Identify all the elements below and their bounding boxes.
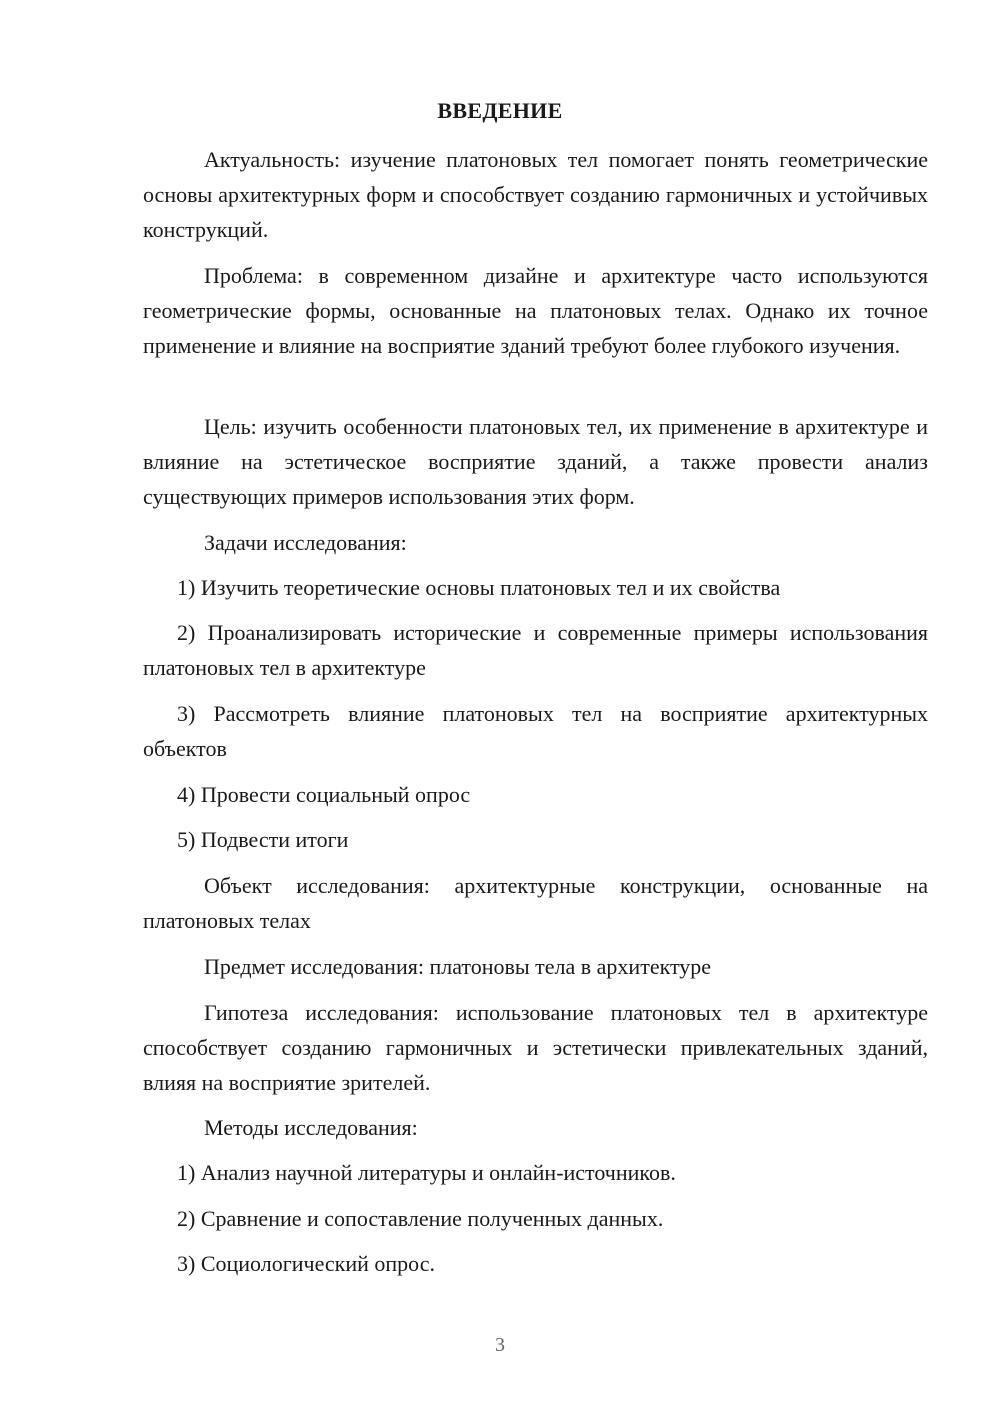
task-item-4: 4) Провести социальный опрос: [177, 782, 471, 807]
goal-paragraph: Цель: изучить особенности платоновых тел, их применение в архитектуре и влияние на эстетическое восприятие зданий, а также провести анализ существующих примеров использования этих форм.: [143, 414, 928, 509]
method-item-3: 3) Социологический опрос.: [177, 1251, 435, 1276]
problem-paragraph: Проблема: в современном дизайне и архитектуре часто используются геометрические формы, основанные на платоновых телах. Однако их точное применение и влияние на восприятие зданий требуют более глубокого изучения.: [143, 263, 928, 358]
subject-paragraph: Предмет исследования: платоновы тела в архитектуре: [204, 954, 712, 979]
task-item-2: 2) Проанализировать исторические и современные примеры использования платоновых тел в архитектуре: [143, 620, 928, 680]
task-item-3: 3) Рассмотреть влияние платоновых тел на восприятие архитектурных объектов: [143, 701, 928, 761]
task-item-5: 5) Подвести итоги: [177, 827, 349, 852]
section-heading: ВВЕДЕНИЕ: [437, 98, 563, 123]
methods-heading: Методы исследования:: [204, 1115, 418, 1140]
object-paragraph: Объект исследования: архитектурные конструкции, основанные на платоновых телах: [143, 873, 928, 933]
relevance-paragraph: Актуальность: изучение платоновых тел помогает понять геометрические основы архитектурных форм и способствует созданию гармоничных и устойчивых конструкций.: [143, 147, 928, 242]
page-number: 3: [495, 1334, 505, 1356]
method-item-2: 2) Сравнение и сопоставление полученных данных.: [177, 1206, 664, 1231]
task-item-1: 1) Изучить теоретические основы платоновых тел и их свойства: [177, 575, 781, 600]
tasks-heading: Задачи исследования:: [204, 530, 407, 555]
hypothesis-paragraph: Гипотеза исследования: использование платоновых тел в архитектуре способствует созданию гармоничных и эстетически привлекательных зданий, влияя на восприятие зрителей.: [143, 1000, 928, 1095]
method-item-1: 1) Анализ научной литературы и онлайн-источников.: [177, 1160, 676, 1185]
